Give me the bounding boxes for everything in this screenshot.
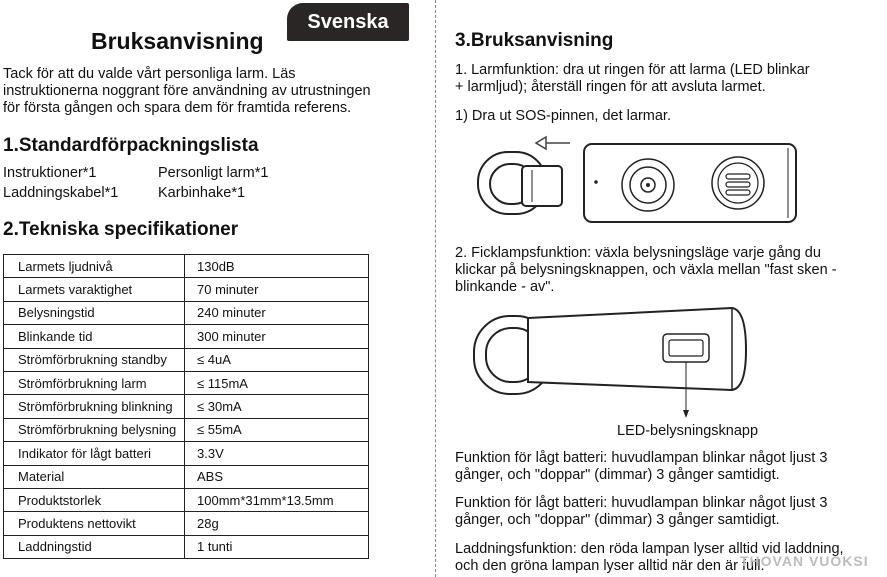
spec-row bbox=[4, 348, 369, 371]
step1-text: 1) Dra ut SOS-pinnen, det larmar. bbox=[455, 108, 671, 124]
spec-label: Material bbox=[4, 465, 185, 488]
spec-row bbox=[4, 325, 369, 348]
spec-row bbox=[4, 465, 369, 488]
text-line: 2. Ficklampsfunktion: växla belysningsläge varje gång du bbox=[455, 245, 821, 261]
section-title-specs: 2.Tekniska specifikationer bbox=[3, 219, 239, 240]
spec-value: ≤ 115mA bbox=[185, 371, 369, 394]
spec-label: Laddningstid bbox=[4, 535, 185, 558]
flashlight-function-text bbox=[455, 245, 880, 296]
spec-row bbox=[4, 395, 369, 418]
spec-value: ≤ 55mA bbox=[185, 418, 369, 441]
spec-value: 240 minuter bbox=[185, 301, 369, 324]
text-line: 1. Larmfunktion: dra ut ringen för att larma (LED blinkar bbox=[455, 62, 810, 78]
intro-line: Tack för att du valde vårt personliga larm. Läs bbox=[3, 66, 296, 82]
spec-value: ≤ 4uA bbox=[185, 348, 369, 371]
language-badge: Svenska bbox=[287, 3, 409, 41]
led-button-icon bbox=[663, 334, 709, 362]
page-title: Bruksanvisning bbox=[91, 28, 264, 54]
spec-label: Produktens nettovikt bbox=[4, 512, 185, 535]
text-line: Laddningsfunktion: den röda lampan lyser alltid vid laddning, bbox=[455, 541, 844, 557]
led-button-label: LED-belysningsknapp bbox=[617, 423, 759, 439]
flashlight-body-icon bbox=[528, 308, 746, 390]
package-item: Personligt larm*1 bbox=[158, 165, 269, 181]
low-battery-text-2 bbox=[455, 495, 880, 529]
spec-value: 130dB bbox=[185, 255, 369, 278]
watermark: THOVAN VUOKSI bbox=[740, 553, 869, 569]
spec-value: ≤ 30mA bbox=[185, 395, 369, 418]
spec-row bbox=[4, 255, 369, 278]
spec-row bbox=[4, 442, 369, 465]
spec-value: 100mm*31mm*13.5mm bbox=[185, 488, 369, 511]
spec-row bbox=[4, 512, 369, 535]
alarm-pin-illustration bbox=[470, 130, 810, 230]
spec-label: Blinkande tid bbox=[4, 325, 185, 348]
package-item: Karbinhake*1 bbox=[158, 185, 246, 201]
intro-line: för första gången och spara dem för framtida referens. bbox=[3, 100, 352, 116]
spec-label: Larmets varaktighet bbox=[4, 278, 185, 301]
spec-value: 70 minuter bbox=[185, 278, 369, 301]
package-item: Laddningskabel*1 bbox=[3, 185, 119, 201]
text-line: Funktion för lågt batteri: huvudlampan blinkar något ljust 3 bbox=[455, 495, 828, 511]
sos-pin-icon bbox=[478, 152, 562, 214]
text-line: gånger, och "doppar" (dimmar) 3 gånger samtidigt. bbox=[455, 512, 780, 528]
spec-label: Strömförbrukning standby bbox=[4, 348, 185, 371]
intro-paragraph bbox=[3, 66, 423, 117]
alarm-function-text bbox=[455, 62, 875, 96]
text-line: gånger, och "doppar" (dimmar) 3 gånger samtidigt. bbox=[455, 467, 780, 483]
section-title-package: 1.Standardförpackningslista bbox=[3, 135, 259, 156]
spec-label: Produktstorlek bbox=[4, 488, 185, 511]
spec-row bbox=[4, 488, 369, 511]
flashlight-illustration bbox=[470, 300, 760, 420]
spec-table bbox=[3, 254, 369, 559]
text-line: + larmljud); återställ ringen för att avsluta larmet. bbox=[455, 79, 766, 95]
spec-label: Strömförbrukning blinkning bbox=[4, 395, 185, 418]
arrow-left-icon bbox=[536, 137, 570, 149]
spec-row bbox=[4, 535, 369, 558]
alarm-body-icon bbox=[584, 144, 796, 222]
spec-label: Strömförbrukning belysning bbox=[4, 418, 185, 441]
spec-value: 300 minuter bbox=[185, 325, 369, 348]
spec-label: Larmets ljudnivå bbox=[4, 255, 185, 278]
spec-value: 1 tunti bbox=[185, 535, 369, 558]
spec-label: Belysningstid bbox=[4, 301, 185, 324]
intro-line: instruktionerna noggrant före användning av utrustningen bbox=[3, 83, 371, 99]
text-line: och den gröna lampan lyser alltid när den är full. bbox=[455, 558, 765, 574]
text-line: Funktion för lågt batteri: huvudlampan blinkar något ljust 3 bbox=[455, 450, 828, 466]
text-line: klickar på belysningsknappen, och växla mellan "fast sken - bbox=[455, 262, 837, 278]
spec-row bbox=[4, 278, 369, 301]
spec-row bbox=[4, 371, 369, 394]
spec-value: 3.3V bbox=[185, 442, 369, 465]
section-title-usage: 3.Bruksanvisning bbox=[455, 30, 614, 51]
package-item: Instruktioner*1 bbox=[3, 165, 97, 181]
spec-label: Indikator för lågt batteri bbox=[4, 442, 185, 465]
spec-row bbox=[4, 418, 369, 441]
spec-label: Strömförbrukning larm bbox=[4, 371, 185, 394]
spec-row bbox=[4, 301, 369, 324]
low-battery-text-1 bbox=[455, 450, 880, 484]
text-line: blinkande - av". bbox=[455, 279, 555, 295]
column-divider bbox=[435, 0, 436, 577]
spec-value: ABS bbox=[185, 465, 369, 488]
spec-value: 28g bbox=[185, 512, 369, 535]
